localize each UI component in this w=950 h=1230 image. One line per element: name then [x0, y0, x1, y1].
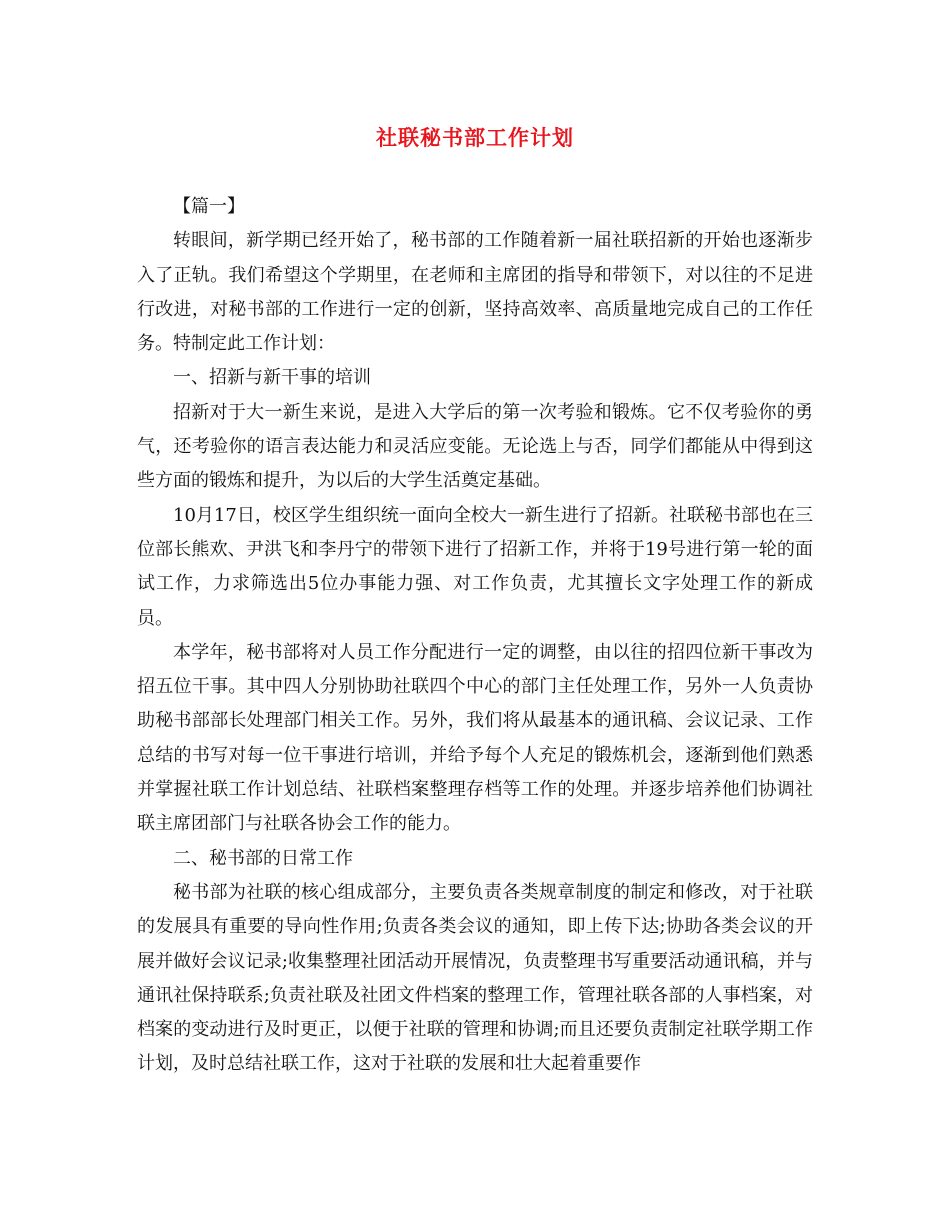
- section-heading-recruitment: 一、招新与新干事的培训: [173, 367, 371, 389]
- paragraph-staff-training: 本学年，秘书部将对人员工作分配进行一定的调整，由以往的招四位新干事改为招五位干事。其中四人分别协助社联四个中心的部门主任处理工作，另外一人负责协助秘书部部长处理部门相关工作。另外，我们将从最基本的通讯稿、会议记录、工作总结的书写对每一位干事进行培训，并给予每个人充足的锻炼机会，逐渐到他们熟悉并掌握社联工作计划总结、社联档案整理存档等工作的处理。并逐步培养他们协调社联主席团部门与社联各协会工作的能力。: [137, 641, 813, 835]
- intro-paragraph: 转眼间，新学期已经开始了，秘书部的工作随着新一届社联招新的开始也逐渐步入了正轨。我们希望这个学期里，在老师和主席团的指导和带领下，对以往的不足进行改进，对秘书部的工作进行一定的创新，坚持高效率、高质量地完成自己的工作任务。特制定此工作计划：: [137, 230, 813, 355]
- document-title: 社联秘书部工作计划: [376, 125, 574, 150]
- section-tag: 【篇一】: [173, 196, 245, 217]
- document-body: [137, 190, 813, 1082]
- paragraph-recruitment-details: 10月17日，校区学生组织统一面向全校大一新生进行了招新。社联秘书部也在三位部长熊欢、尹洪飞和李丹宁的带领下进行了招新工作，并将于19号进行第一轮的面试工作，力求筛选出5位办事能力强、对工作负责，尤其擅长文字处理工作的新成员。: [137, 504, 813, 629]
- paragraph-recruitment-meaning: 招新对于大一新生来说，是进入大学后的第一次考验和锻炼。它不仅考验你的勇气，还考验你的语言表达能力和灵活应变能。无论选上与否，同学们都能从中得到这些方面的锻炼和提升，为以后的大学生活奠定基础。: [137, 401, 813, 492]
- paragraph-daily-work: 秘书部为社联的核心组成部分，主要负责各类规章制度的制定和修改，对于社联的发展具有重要的导向性作用;负责各类会议的通知，即上传下达;协助各类会议的开展并做好会议记录;收集整理社团活动开展情况，负责整理书写重要活动通讯稿，并与通讯社保持联系;负责社联及社团文件档案的整理工作，管理社联各部的人事档案，对档案的变动进行及时更正，以便于社联的管理和协调;而且还要负责制定社联学期工作计划，及时总结社联工作，这对于社联的发展和壮大起着重要作: [137, 881, 813, 1075]
- section-heading-daily-work: 二、秘书部的日常工作: [173, 847, 353, 869]
